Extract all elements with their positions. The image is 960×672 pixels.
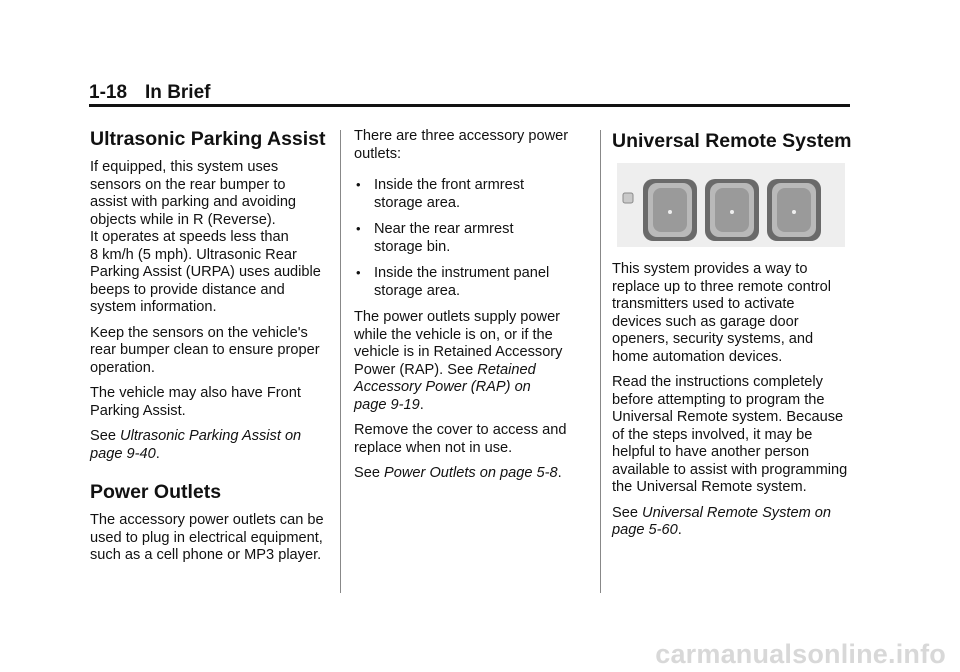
sensor-care-paragraph [90, 325, 336, 378]
see-label: See [612, 504, 643, 521]
text-line: storage area. [374, 282, 460, 299]
outlet-locations-list [354, 177, 584, 300]
indicator-light-icon [623, 193, 633, 203]
bullet-icon: • [356, 177, 361, 192]
text-line: replace when not in use. [354, 439, 513, 456]
text-line: Near the rear armrest [374, 221, 514, 237]
text-line: transmitters used to activate [612, 296, 795, 312]
text-line: Keep the sensors on the vehicle's [90, 324, 308, 341]
text-line: devices such as garage door [612, 313, 799, 330]
remote-see-reference [612, 505, 852, 540]
text-line: vehicle is in Retained Accessory [354, 344, 563, 360]
column-divider-2 [600, 130, 601, 593]
text-line: Universal Remote system. Because [612, 409, 844, 425]
text-line: of the steps involved, it may be [612, 426, 813, 443]
text-line: before attempting to program the [612, 391, 825, 408]
text-line: Parking Assist. [90, 402, 186, 419]
text-line: used to plug in electrical equipment, [90, 529, 323, 546]
punctuation: . [155, 445, 160, 462]
text-line: helpful to have another person [612, 444, 810, 460]
column-2 [354, 128, 584, 491]
text-line: operation. [90, 359, 155, 376]
text-line: If equipped, this system uses [90, 159, 279, 175]
text-line: while the vehicle is on, or if the [354, 326, 553, 343]
reference-page: page 9-40 [90, 445, 156, 462]
cover-paragraph [354, 422, 584, 457]
text-line: system information. [90, 299, 217, 315]
text-line: objects while in R (Reverse). [90, 211, 276, 228]
text-line: available to assist with programming [612, 461, 848, 478]
front-parking-paragraph [90, 385, 336, 420]
section-title: In Brief [145, 82, 211, 103]
column-1 [90, 128, 336, 573]
page-number: 1-18 [89, 82, 128, 103]
parking-description [90, 159, 336, 317]
reference-text: Universal Remote System on [642, 504, 832, 521]
text-line: Power (RAP). See [354, 361, 478, 378]
bullet-icon: • [356, 265, 361, 280]
bullet-icon: • [356, 221, 361, 236]
text-line: The power outlets supply power [354, 309, 561, 325]
text-line: Parking Assist (URPA) uses audible [90, 264, 321, 280]
column-divider-1 [340, 130, 341, 593]
universal-remote-buttons-image [617, 163, 845, 247]
text-line: The vehicle may also have Front [90, 385, 301, 401]
text-line: Inside the instrument panel [374, 265, 550, 281]
punctuation: . [557, 465, 562, 481]
page-header [89, 82, 210, 104]
text-line: This system provides a way to [612, 261, 808, 277]
outlets-intro [354, 128, 584, 163]
parking-see-reference [90, 428, 336, 463]
outlets-reference-link[interactable]: Power Outlets on page 5-8 [384, 465, 558, 481]
outlets-see-reference [354, 465, 584, 483]
text-line: outlets: [354, 145, 402, 162]
text-line: It operates at speeds less than [90, 229, 289, 245]
text-line: home automation devices. [612, 348, 783, 365]
text-line: such as a cell phone or MP3 player. [90, 547, 322, 563]
outlets-description [90, 512, 336, 565]
punctuation: . [419, 396, 424, 413]
text-line: rear bumper clean to ensure proper [90, 342, 320, 358]
list-item [354, 265, 584, 300]
reference-text: Retained [477, 361, 536, 378]
header-rule [89, 104, 850, 107]
remote-buttons-illustration [617, 163, 845, 247]
remote-description [612, 261, 852, 366]
remote-button-1-icon [643, 179, 697, 241]
heading-ultrasonic-parking-assist: Ultrasonic Parking Assist [90, 128, 326, 150]
reference-page: page 9-19 [354, 396, 420, 413]
column-3 [612, 128, 852, 548]
text-line: storage area. [374, 194, 460, 211]
list-item [354, 221, 584, 256]
text-line: Remove the cover to access and [354, 422, 567, 438]
remote-button-2-icon [705, 179, 759, 241]
list-item [354, 177, 584, 212]
text-line: Inside the front armrest [374, 177, 525, 193]
text-line: openers, security systems, and [612, 331, 814, 347]
punctuation: . [677, 522, 682, 538]
text-line: There are three accessory power [354, 128, 569, 144]
text-line: the Universal Remote system. [612, 479, 807, 495]
power-supply-paragraph [354, 309, 584, 414]
reference-text: Accessory Power (RAP) on [354, 379, 531, 395]
text-line: sensors on the rear bumper to [90, 176, 286, 193]
remote-reference-link[interactable] [612, 505, 831, 539]
text-line: Read the instructions completely [612, 374, 823, 390]
heading-power-outlets: Power Outlets [90, 481, 222, 503]
remote-instructions [612, 374, 852, 497]
see-label: See [90, 428, 121, 444]
reference-text: Ultrasonic Parking Assist on [120, 428, 302, 444]
text-line: 8 km/h (5 mph). Ultrasonic Rear [90, 246, 297, 263]
heading-universal-remote-system: Universal Remote System [612, 130, 852, 152]
text-line: beeps to provide distance and [90, 281, 285, 298]
watermark: carmanualsonline.info [655, 639, 946, 669]
text-line: storage bin. [374, 238, 451, 255]
see-label: See [354, 465, 385, 481]
text-line: The accessory power outlets can be [90, 512, 324, 528]
parking-reference-link[interactable] [90, 428, 301, 462]
text-line: replace up to three remote control [612, 278, 832, 295]
text-line: assist with parking and avoiding [90, 194, 297, 210]
remote-button-3-icon [767, 179, 821, 241]
reference-page: page 5-60 [612, 522, 678, 538]
